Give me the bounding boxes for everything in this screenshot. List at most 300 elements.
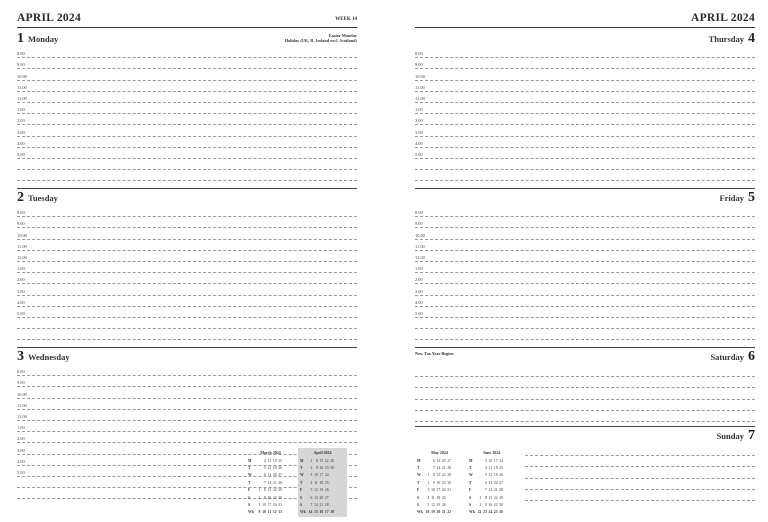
time-slot-line[interactable] — [415, 206, 755, 217]
month-title: APRIL 2024 — [690, 12, 755, 24]
weekday-letter: S — [469, 503, 472, 508]
day-number: 7 — [748, 428, 755, 443]
date-cell: 6 — [310, 495, 313, 500]
day-heading — [17, 350, 70, 364]
time-slot-line[interactable] — [17, 228, 357, 239]
date-cell: 23 — [483, 510, 487, 515]
time-label: 4.00 — [17, 140, 25, 146]
weekday-letter: W — [469, 473, 473, 478]
date-cell: 2 — [258, 495, 261, 500]
date-cell: 25 — [441, 495, 446, 500]
date-cell: 12 — [314, 488, 318, 493]
weekday-letter: S — [300, 495, 303, 500]
mini-calendar-title: April 2024 — [313, 450, 332, 455]
date-cell: 17 — [493, 458, 498, 463]
time-slot-line[interactable] — [17, 103, 357, 114]
date-cell: 11 — [267, 458, 272, 463]
time-slot-line[interactable] — [17, 47, 357, 58]
weekday-letter: F — [300, 488, 303, 493]
mini-calendar-row — [469, 472, 514, 479]
time-slot-line[interactable] — [415, 273, 755, 284]
date-cell: 24 — [499, 458, 503, 463]
date-cell: 15 — [436, 473, 441, 478]
date-cell: 4 — [263, 458, 266, 463]
time-label: 3.00 — [415, 129, 423, 135]
time-slot-line[interactable] — [415, 114, 755, 125]
date-cell: 26 — [499, 473, 503, 478]
date-cell: 8 — [432, 473, 435, 478]
date-cell: 10 — [262, 510, 266, 515]
time-label: 4.00 — [17, 458, 25, 464]
day-number: 2 — [17, 190, 24, 205]
date-cell: 12 — [267, 466, 272, 471]
time-lines[interactable] — [17, 47, 357, 181]
mini-calendars — [415, 448, 516, 517]
tax-year-note: New Tax Year Begins — [415, 351, 454, 356]
time-slot-line[interactable] — [415, 366, 755, 377]
day-name: Friday — [719, 193, 744, 203]
weekday-letter: W — [300, 473, 304, 478]
time-label: 4.00 — [415, 299, 423, 305]
time-slot-line[interactable] — [415, 240, 755, 251]
weekday-letter: M — [248, 458, 252, 463]
weekday-letter: S — [248, 495, 251, 500]
date-cell: 15 — [488, 495, 493, 500]
time-label: 2.00 — [17, 436, 25, 442]
time-label: 2.00 — [17, 277, 25, 283]
time-lines[interactable] — [17, 206, 357, 340]
date-cell: 5 — [263, 466, 266, 471]
weekday-letter: T — [300, 480, 303, 485]
day-name: Saturday — [710, 352, 744, 362]
date-cell: 9 — [263, 495, 266, 500]
time-slot-line[interactable] — [17, 262, 357, 273]
time-slot-line[interactable] — [415, 228, 755, 239]
mini-calendar-row — [469, 464, 514, 471]
date-cell: 19 — [436, 503, 441, 508]
day-section-friday — [415, 188, 755, 348]
time-label: 1.00 — [17, 266, 25, 272]
date-cell: 15 — [314, 510, 318, 515]
time-slot-line[interactable] — [17, 365, 357, 376]
time-slot-line[interactable] — [17, 284, 357, 295]
date-cell: 14 — [436, 466, 441, 471]
date-cell: 19 — [431, 510, 435, 515]
time-label: 1.00 — [415, 107, 423, 113]
time-slot-line[interactable] — [17, 307, 357, 318]
date-cell: 31 — [278, 503, 282, 508]
date-cell: 6 — [263, 473, 266, 478]
date-cell: 28 — [447, 466, 451, 471]
day-heading — [710, 350, 755, 364]
time-slot-line[interactable] — [17, 137, 357, 148]
time-label: 8.00 — [17, 210, 25, 216]
date-cell: 12 — [272, 510, 277, 515]
time-label: 11.00 — [415, 84, 425, 90]
time-lines[interactable] — [415, 366, 755, 422]
time-label: 10.00 — [415, 73, 425, 79]
date-cell: 28 — [278, 480, 282, 485]
date-cell: 30 — [278, 495, 282, 500]
date-cell: 30 — [330, 466, 334, 471]
time-slot-line[interactable] — [525, 467, 755, 478]
date-cell: 26 — [441, 503, 446, 508]
day-section-sunday — [415, 426, 755, 515]
time-slot-line[interactable] — [415, 307, 755, 318]
date-cell: 24 — [441, 488, 446, 493]
date-cell: 14 — [308, 510, 313, 515]
day-heading — [719, 191, 755, 205]
day-name: Sunday — [716, 431, 744, 441]
weekday-letter: M — [300, 458, 304, 463]
date-cell: 7 — [432, 466, 435, 471]
time-label: 8.00 — [17, 51, 25, 57]
date-cell: 7 — [310, 503, 313, 508]
mini-calendar-row — [248, 472, 293, 479]
date-cell: 30 — [447, 480, 451, 485]
time-slot-line[interactable] — [415, 58, 755, 69]
mini-calendar-row — [469, 494, 514, 501]
weekday-letter: Wk — [469, 510, 475, 515]
time-label: 10.00 — [17, 73, 27, 79]
weekday-letter: T — [417, 480, 420, 485]
weekday-letter: T — [248, 480, 251, 485]
date-cell: 5 — [427, 503, 430, 508]
date-cell: 5 — [484, 473, 487, 478]
date-cell: 20 — [272, 473, 277, 478]
time-slot-line[interactable] — [17, 81, 357, 92]
date-cell: 18 — [493, 466, 498, 471]
time-slot-line[interactable] — [415, 251, 755, 262]
date-cell: 7 — [263, 480, 266, 485]
time-slot-line[interactable] — [17, 273, 357, 284]
date-cell: 10 — [262, 503, 266, 508]
time-slot-line[interactable] — [415, 262, 755, 273]
date-cell: 5 — [310, 488, 313, 493]
mini-calendar — [467, 448, 516, 517]
date-cell: 26 — [499, 510, 503, 515]
time-label: 5.00 — [17, 310, 25, 316]
mini-calendar-row — [417, 472, 462, 479]
time-slot-line[interactable] — [525, 490, 755, 501]
time-slot-line[interactable] — [415, 329, 755, 340]
date-cell: 6 — [484, 480, 487, 485]
weekday-letter: S — [300, 503, 303, 508]
weekday-letter: Wk — [248, 510, 254, 515]
date-cell: 12 — [431, 503, 435, 508]
date-cell: 21 — [441, 510, 446, 515]
time-slot-line[interactable] — [17, 159, 357, 170]
time-slot-line[interactable] — [415, 284, 755, 295]
mini-calendar — [415, 448, 464, 517]
weekday-letter: F — [469, 488, 472, 493]
date-cell: 18 — [330, 510, 334, 515]
time-slot-line[interactable] — [525, 479, 755, 490]
time-lines[interactable] — [415, 206, 755, 340]
date-cell: 27 — [499, 480, 503, 485]
time-slot-line[interactable] — [17, 170, 357, 181]
date-cell: 27 — [447, 458, 451, 463]
mini-calendar-row — [417, 457, 462, 464]
time-label: 2.00 — [415, 118, 423, 124]
date-cell: 16 — [319, 510, 324, 515]
time-label: 3.00 — [17, 288, 25, 294]
time-label: 12.00 — [17, 95, 27, 101]
date-cell: 13 — [314, 495, 318, 500]
mini-calendar-row — [300, 501, 345, 508]
date-cell: 21 — [319, 503, 324, 508]
time-slot-line[interactable] — [415, 170, 755, 181]
date-cell: 29 — [330, 458, 334, 463]
mini-calendar-row — [417, 501, 462, 508]
time-slot-line[interactable] — [525, 445, 755, 456]
date-cell: 17 — [319, 473, 324, 478]
time-lines[interactable] — [415, 47, 755, 181]
weekday-letter: W — [248, 473, 252, 478]
date-cell: 22 — [477, 510, 482, 515]
day-divider — [17, 188, 357, 189]
mini-calendar-row — [417, 464, 462, 471]
time-slot-line[interactable] — [415, 388, 755, 399]
time-slot-line[interactable] — [415, 217, 755, 228]
date-cell: 9 — [315, 466, 318, 471]
weekday-letter: M — [469, 458, 473, 463]
time-slot-line[interactable] — [17, 376, 357, 387]
date-cell: 26 — [324, 488, 329, 493]
date-cell: 8 — [263, 488, 266, 493]
date-cell: 29 — [278, 488, 282, 493]
time-label: 3.00 — [17, 447, 25, 453]
day-number: 5 — [748, 190, 755, 205]
time-label: 12.00 — [415, 95, 425, 101]
day-name: Monday — [28, 34, 59, 44]
day-divider — [415, 188, 755, 189]
date-cell: 21 — [441, 466, 446, 471]
date-cell: 25 — [278, 458, 282, 463]
mini-calendar-row — [469, 501, 514, 508]
day-heading — [17, 32, 58, 46]
weekday-letter: Wk — [417, 510, 423, 515]
time-slot-line[interactable] — [17, 69, 357, 80]
day-section-tuesday — [17, 188, 357, 348]
time-slot-line[interactable] — [17, 329, 357, 340]
week-label: WEEK 14 — [335, 17, 357, 22]
mini-calendar-title: March 2024 — [260, 450, 281, 455]
time-slot-line[interactable] — [17, 58, 357, 69]
date-cell: 11 — [431, 495, 435, 500]
time-label: 5.00 — [415, 310, 423, 316]
date-cell: 2 — [479, 503, 482, 508]
time-slot-line[interactable] — [415, 148, 755, 159]
date-cell: 14 — [267, 480, 272, 485]
mini-calendar-row — [300, 479, 345, 486]
date-cell: 18 — [272, 458, 277, 463]
day-name: Wednesday — [28, 352, 70, 362]
date-cell: 8 — [315, 458, 318, 463]
date-cell: 24 — [272, 503, 277, 508]
time-slot-line[interactable] — [415, 92, 755, 103]
time-slot-line[interactable] — [415, 400, 755, 411]
date-cell: 16 — [436, 480, 441, 485]
mini-calendar — [298, 448, 347, 517]
time-label: 11.00 — [17, 84, 27, 90]
time-slot-line[interactable] — [17, 92, 357, 103]
date-cell: 17 — [267, 503, 272, 508]
weekday-letter: F — [417, 488, 420, 493]
time-slot-line[interactable] — [415, 159, 755, 170]
date-cell: 2 — [310, 466, 313, 471]
time-lines[interactable] — [525, 445, 755, 501]
time-slot-line[interactable] — [415, 411, 755, 422]
date-cell: 22 — [441, 473, 446, 478]
time-label: 9.00 — [17, 62, 25, 68]
date-cell: 24 — [488, 510, 493, 515]
day-number: 6 — [748, 349, 755, 364]
time-slot-line[interactable] — [17, 387, 357, 398]
time-slot-line[interactable] — [17, 206, 357, 217]
date-cell: 13 — [488, 480, 493, 485]
mini-calendar-row — [417, 487, 462, 494]
date-cell: 15 — [267, 488, 272, 493]
date-cell: 11 — [488, 466, 493, 471]
time-slot-line[interactable] — [415, 69, 755, 80]
weekday-letter: Wk — [300, 510, 306, 515]
date-cell: 12 — [488, 473, 493, 478]
time-slot-line[interactable] — [17, 296, 357, 307]
time-slot-line[interactable] — [525, 456, 755, 467]
day-number: 1 — [17, 31, 24, 46]
mini-calendar — [246, 448, 295, 517]
weekday-letter: T — [300, 466, 303, 471]
mini-calendar-row — [469, 509, 514, 516]
date-cell: 28 — [324, 503, 329, 508]
date-cell: 18 — [425, 510, 430, 515]
mini-calendar-row — [300, 487, 345, 494]
time-slot-line[interactable] — [17, 148, 357, 159]
time-label: 8.00 — [17, 369, 25, 375]
mini-calendar-row — [417, 479, 462, 486]
time-label: 3.00 — [17, 129, 25, 135]
time-slot-line[interactable] — [415, 125, 755, 136]
time-slot-line[interactable] — [415, 81, 755, 92]
time-label: 1.00 — [17, 107, 25, 113]
date-cell: 10 — [431, 488, 435, 493]
header-rule — [415, 27, 755, 28]
date-cell: 19 — [319, 488, 324, 493]
time-slot-line[interactable] — [17, 114, 357, 125]
time-label: 1.00 — [17, 425, 25, 431]
date-cell: 22 — [493, 495, 498, 500]
date-cell: 27 — [324, 495, 329, 500]
time-slot-line[interactable] — [415, 377, 755, 388]
date-cell: 22 — [447, 510, 451, 515]
day-heading — [717, 429, 755, 443]
weekday-letter: S — [417, 495, 420, 500]
date-cell: 14 — [314, 503, 318, 508]
date-cell: 13 — [278, 510, 282, 515]
time-slot-line[interactable] — [17, 399, 357, 410]
weekday-letter: T — [417, 466, 420, 471]
time-slot-line[interactable] — [17, 318, 357, 329]
date-cell: 9 — [432, 480, 435, 485]
date-cell: 23 — [324, 466, 329, 471]
date-cell: 16 — [488, 503, 493, 508]
mini-calendar-row — [300, 457, 345, 464]
time-slot-line[interactable] — [415, 318, 755, 329]
mini-calendar-row — [300, 464, 345, 471]
date-cell: 10 — [488, 458, 493, 463]
date-cell: 7 — [484, 488, 487, 493]
date-cell: 3 — [427, 488, 430, 493]
date-cell: 23 — [441, 480, 446, 485]
date-cell: 23 — [272, 495, 277, 500]
time-label: 12.00 — [415, 254, 425, 260]
date-cell: 15 — [319, 458, 324, 463]
time-slot-line[interactable] — [17, 240, 357, 251]
day-heading — [709, 32, 755, 46]
time-label: 8.00 — [415, 210, 423, 216]
date-cell: 19 — [493, 473, 498, 478]
time-slot-line[interactable] — [17, 217, 357, 228]
date-cell: 26 — [278, 466, 282, 471]
time-slot-line[interactable] — [415, 137, 755, 148]
time-slot-line[interactable] — [17, 432, 357, 443]
time-label: 8.00 — [415, 51, 423, 57]
date-cell: 11 — [267, 510, 272, 515]
time-slot-line[interactable] — [17, 251, 357, 262]
time-label: 10.00 — [17, 232, 27, 238]
weekday-letter: T — [469, 480, 472, 485]
time-slot-line[interactable] — [415, 296, 755, 307]
date-cell: 28 — [499, 488, 503, 493]
mini-calendar-row — [469, 479, 514, 486]
date-cell: 2 — [427, 480, 430, 485]
date-cell: 10 — [314, 473, 318, 478]
time-slot-line[interactable] — [415, 47, 755, 58]
date-cell: 13 — [436, 458, 441, 463]
mini-calendar-title: May 2024 — [431, 450, 448, 455]
time-label: 5.00 — [17, 151, 25, 157]
time-label: 10.00 — [415, 232, 425, 238]
weekday-letter: T — [469, 466, 472, 471]
date-cell: 20 — [436, 510, 441, 515]
time-slot-line[interactable] — [17, 410, 357, 421]
time-label: 10.00 — [17, 391, 27, 397]
date-cell: 19 — [272, 466, 277, 471]
mini-calendar-row — [248, 487, 293, 494]
mini-calendars — [246, 448, 347, 517]
right-page — [415, 0, 755, 522]
time-slot-line[interactable] — [415, 103, 755, 114]
mini-calendar-row — [469, 487, 514, 494]
day-divider — [415, 347, 755, 348]
time-slot-line[interactable] — [17, 421, 357, 432]
time-label: 2.00 — [17, 118, 25, 124]
weekday-letter: F — [248, 488, 251, 493]
time-slot-line[interactable] — [17, 125, 357, 136]
mini-calendar-row — [300, 494, 345, 501]
day-divider — [415, 426, 755, 427]
day-section-wednesday — [17, 347, 357, 515]
mini-calendar-row — [248, 509, 293, 516]
date-cell: 29 — [499, 495, 503, 500]
date-cell: 18 — [319, 480, 324, 485]
date-cell: 22 — [324, 458, 329, 463]
weekday-letter: W — [417, 473, 421, 478]
date-cell: 20 — [319, 495, 324, 500]
mini-calendar-row — [300, 509, 345, 516]
date-cell: 1 — [310, 458, 313, 463]
